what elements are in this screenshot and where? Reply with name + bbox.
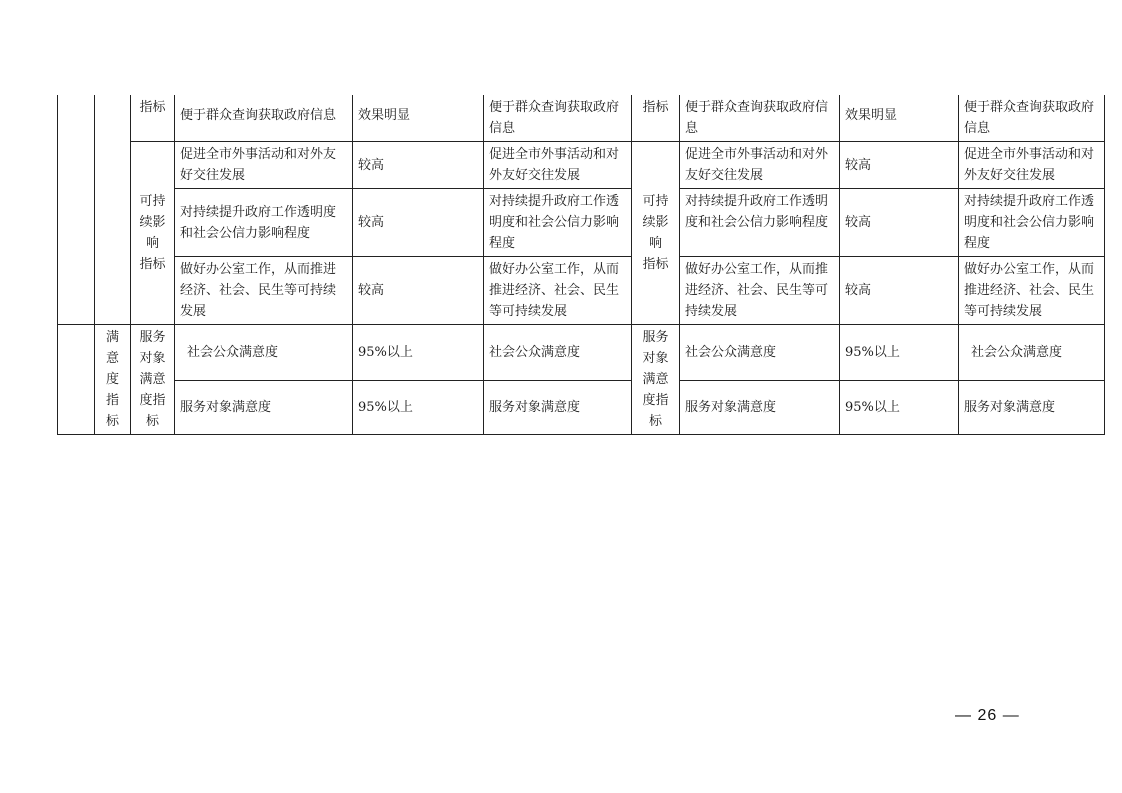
value-cell: 95%以上: [840, 325, 959, 381]
target-cell: 做好办公室工作，从而推进经济、社会、民生等可持续发展: [959, 257, 1105, 325]
target-cell: 做好办公室工作，从而推进经济、社会、民生等可持续发展: [484, 257, 632, 325]
indicator-cell: 促进全市外事活动和对外友好交往发展: [680, 142, 840, 189]
target-cell: 便于群众查询获取政府信息: [959, 95, 1105, 142]
table-row: [58, 380, 1105, 434]
page-number: — 26 —: [955, 707, 1020, 724]
indicator-cell: 促进全市外事活动和对外友好交往发展: [175, 142, 353, 189]
target-cell: 服务对象满意度: [484, 380, 632, 434]
indicator-cell: 做好办公室工作，从而推进经济、社会、民生等可持续发展: [175, 257, 353, 325]
value-cell: 较高: [353, 142, 484, 189]
table-row: [58, 95, 1105, 142]
indicator-cell: 服务对象满意度: [175, 380, 353, 434]
target-cell: 对持续提升政府工作透明度和社会公信力影响程度: [484, 189, 632, 257]
indicator-cell: 社会公众满意度: [680, 325, 840, 381]
sub-indicator-label-sustainable: 可持 续影 响 指标: [131, 142, 175, 325]
value-cell: 较高: [840, 189, 959, 257]
value-cell: 95%以上: [353, 380, 484, 434]
target-cell: 促进全市外事活动和对外友好交往发展: [959, 142, 1105, 189]
target-cell: 社会公众满意度: [484, 325, 632, 381]
target-cell: 便于群众查询获取政府信息: [484, 95, 632, 142]
indicator-cell: 便于群众查询获取政府信息: [175, 95, 353, 142]
satisfaction-sub-label: 服务 对象 满意 度指 标: [131, 325, 175, 435]
sub-indicator-label: 指标: [632, 95, 680, 142]
sub-indicator-label-sustainable: 可持 续影 响 指标: [632, 142, 680, 325]
level1-category-cell: [58, 325, 95, 435]
indicator-cell: 对持续提升政府工作透明度和社会公信力影响程度: [175, 189, 353, 257]
table-row: [58, 257, 1105, 325]
table-row: [58, 142, 1105, 189]
table-row: [58, 325, 1105, 381]
indicator-cell: 服务对象满意度: [680, 380, 840, 434]
indicator-cell: 对持续提升政府工作透明度和社会公信力影响程度: [680, 189, 840, 257]
value-cell: 较高: [353, 257, 484, 325]
target-cell: 服务对象满意度: [959, 380, 1105, 434]
sub-indicator-label: 指标: [131, 95, 175, 142]
performance-indicator-table: [57, 95, 1105, 435]
indicator-cell: 做好办公室工作，从而推进经济、社会、民生等可持续发展: [680, 257, 840, 325]
satisfaction-main-label: 满 意 度 指 标: [95, 325, 131, 435]
level1-category-cell: [58, 95, 95, 325]
value-cell: 95%以上: [353, 325, 484, 381]
target-cell: 对持续提升政府工作透明度和社会公信力影响程度: [959, 189, 1105, 257]
value-cell: 效果明显: [840, 95, 959, 142]
indicator-cell: 便于群众查询获取政府信息: [680, 95, 840, 142]
target-cell: 社会公众满意度: [959, 325, 1105, 381]
target-cell: 促进全市外事活动和对外友好交往发展: [484, 142, 632, 189]
value-cell: 较高: [840, 142, 959, 189]
level2-category-cell: [95, 95, 131, 325]
value-cell: 效果明显: [353, 95, 484, 142]
satisfaction-sub-label: 服务 对象 满意 度指 标: [632, 325, 680, 435]
value-cell: 较高: [840, 257, 959, 325]
value-cell: 95%以上: [840, 380, 959, 434]
table-row: [58, 189, 1105, 257]
value-cell: 较高: [353, 189, 484, 257]
indicator-cell: 社会公众满意度: [175, 325, 353, 381]
